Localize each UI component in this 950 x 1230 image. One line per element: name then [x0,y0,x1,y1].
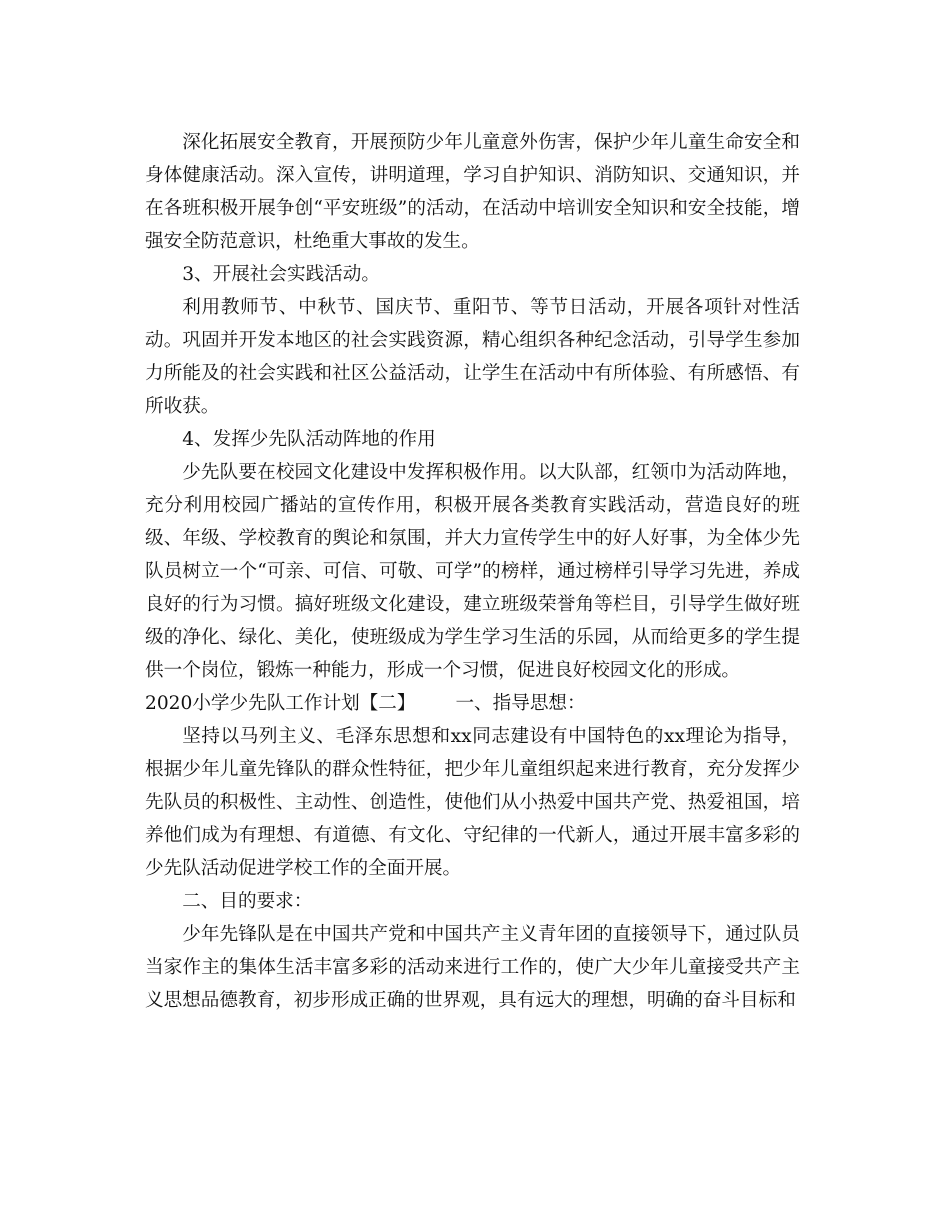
section-subheading: 一、指导思想： [455,693,586,714]
paragraph-pioneer-position: 少先队要在校园文化建设中发挥积极作用。以大队部，红领巾为活动阵地，充分利用校园广播站的宣传作用，积极开展各类教育实践活动，营造良好的班级、年级、学校教育的舆论和氛围，并大力宣传学生中的好人好事，为全体少先队员树立一个“可亲、可信、可敬、可学”的榜样，通过榜样引导学习先进，养成良好的行为习惯。搞好班级文化建设，建立班级荣誉角等栏目，引导学生做好班级的净化、绿化、美化，使班级成为学生学习生活的乐园，从而给更多的学生提供一个岗位，锻炼一种能力，形成一个习惯，促进良好校园文化的形成。 [145,462,800,681]
section-title: 2020小学少先队工作计划【二】 [145,693,416,714]
paragraph-objectives: 少年先锋队是在中国共产党和中国共产主义青年团的直接领导下，通过队员当家作主的集体生活丰富多彩的活动来进行工作的，使广大少年儿童接受共产主义思想品德教育，初步形成正确的世界观，具有远大的理想，明确的奋斗目标和 [145,924,800,1011]
paragraph-guiding-thought: 坚持以马列主义、毛泽东思想和xx同志建设有中国特色的xx理论为指导，根据少年儿童先锋队的群众性特征，把少年儿童组织起来进行教育，充分发挥少先队员的积极性、主动性、创造性，使他们从小热爱中国共产党、热爱祖国，培养他们成为有理想、有道德、有文化、守纪律的一代新人，通过开展丰富多彩的少先队活动促进学校工作的全面开展。 [145,726,800,879]
heading-objectives: 二、目的要求： [182,891,313,912]
document-page [145,126,800,1017]
paragraph-social-practice: 利用教师节、中秋节、国庆节、重阳节、等节日活动，开展各项针对性活动。巩固并开发本地区的社会实践资源，精心组织各种纪念活动，引导学生参加力所能及的社会实践和社区公益活动，让学生在活动中有所体验、有所感悟、有所收获。 [145,297,800,417]
paragraph-safety-education: 深化拓展安全教育，开展预防少年儿童意外伤害，保护少年儿童生命安全和身体健康活动。深入宣传，讲明道理，学习自护知识、消防知识、交通知识，并在各班积极开展争创“平安班级”的活动，在活动中培训安全知识和安全技能，增强安全防范意识，杜绝重大事故的发生。 [145,132,800,252]
heading-pioneer-position: 4、发挥少先队活动阵地的作用 [182,429,436,450]
heading-social-practice: 3、开展社会实践活动。 [182,264,380,285]
section-title-line [145,687,800,720]
